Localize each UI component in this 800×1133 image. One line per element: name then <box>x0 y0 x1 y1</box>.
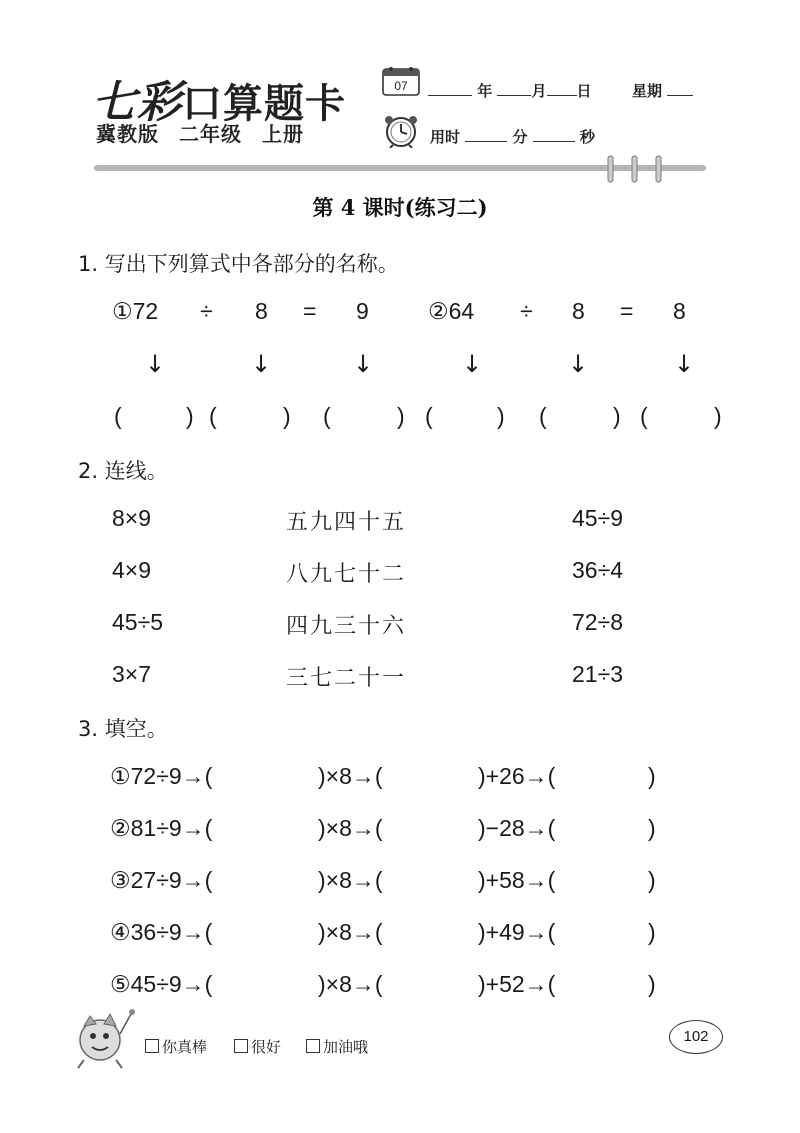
q3-row-end: ) <box>648 867 656 893</box>
q3-row-start: ④36÷9→( <box>110 919 213 945</box>
q1-eq2-quotient: 8 <box>673 298 686 324</box>
q3-row-op: )+58→( <box>478 867 556 893</box>
q2-right-item[interactable]: 36÷4 <box>572 557 623 583</box>
q1-eq1-op: ÷ <box>200 298 213 324</box>
day-blank[interactable] <box>547 81 577 96</box>
month-blank[interactable] <box>497 81 531 96</box>
eval-option-great[interactable] <box>145 1036 207 1057</box>
q3-row-start: ⑤45÷9→( <box>110 971 213 997</box>
q2-middle-item[interactable]: 五九四十五 <box>286 510 407 535</box>
edition-publisher: 冀教版 <box>96 122 159 146</box>
q2-middle-item[interactable]: 八九七十二 <box>286 562 407 587</box>
answer-paren-open: ( <box>209 403 217 429</box>
q2-left-item[interactable]: 45÷5 <box>112 609 163 635</box>
year-blank[interactable] <box>428 81 472 96</box>
q2-left-item[interactable]: 4×9 <box>112 557 152 583</box>
q1-eq2-divisor: 8 <box>572 298 585 324</box>
calendar-day: 07 <box>394 79 408 93</box>
q3-row-mid: )×8→( <box>318 815 383 841</box>
seconds-label: 秒 <box>579 128 595 146</box>
q3-row-mid: )×8→( <box>318 763 383 789</box>
calendar-icon <box>382 66 420 96</box>
q2-right-item[interactable]: 45÷9 <box>572 505 623 531</box>
answer-paren-close: ) <box>613 403 621 429</box>
q3-row-start: ③27÷9→( <box>110 867 213 893</box>
q2-middle-item[interactable]: 四九三十六 <box>286 614 407 639</box>
time-line <box>430 126 595 147</box>
q1-title: 1. 写出下列算式中各部分的名称。 <box>78 252 399 276</box>
lesson-title: 第 4 课时(练习二) <box>312 195 488 220</box>
q3-row-op: )+49→( <box>478 919 556 945</box>
checkbox-icon[interactable] <box>234 1039 248 1053</box>
minutes-label: 分 <box>512 128 528 146</box>
q1-eq2-dividend: ②64 <box>428 298 475 324</box>
q3-row-start: ②81÷9→( <box>110 815 213 841</box>
edition-volume: 上册 <box>262 122 304 146</box>
answer-paren-close: ) <box>397 403 405 429</box>
answer-paren-open: ( <box>539 403 547 429</box>
eval-option-good[interactable] <box>234 1036 281 1057</box>
mascot-icon <box>70 1004 140 1070</box>
answer-paren-open: ( <box>323 403 331 429</box>
date-line <box>428 80 693 101</box>
q3-row-mid: )×8→( <box>318 971 383 997</box>
answer-paren-close: ) <box>186 403 194 429</box>
brand-kousuan: 口算题卡 <box>182 80 346 127</box>
checkbox-icon[interactable] <box>145 1039 159 1053</box>
checkbox-icon[interactable] <box>306 1039 320 1053</box>
eval-label: 你真棒 <box>162 1038 208 1056</box>
q1-eq1-dividend: ①72 <box>112 298 159 324</box>
q3-row-op: )−28→( <box>478 815 556 841</box>
q2-right-item[interactable]: 21÷3 <box>572 661 623 687</box>
arrow-down-icon: ↓ <box>568 350 589 378</box>
q3-row-end: ) <box>648 971 656 997</box>
q3-row-start: ①72÷9→( <box>110 763 213 789</box>
time-used-label: 用时 <box>430 128 461 146</box>
minutes-blank[interactable] <box>465 127 507 142</box>
q1-eq1-divisor: 8 <box>255 298 268 324</box>
q2-middle-item[interactable]: 三七二十一 <box>286 666 407 691</box>
q2-left-item[interactable]: 3×7 <box>112 661 152 687</box>
edition-info <box>96 118 324 147</box>
arrow-down-icon: ↓ <box>674 350 695 378</box>
seconds-blank[interactable] <box>533 127 575 142</box>
answer-paren-close: ) <box>497 403 505 429</box>
eval-option-keep-going[interactable] <box>306 1036 368 1057</box>
q3-row-mid: )×8→( <box>318 867 383 893</box>
q3-title: 3. 填空。 <box>78 717 168 741</box>
q1-eq1-quotient: 9 <box>356 298 369 324</box>
binder-rings-icon <box>600 154 670 184</box>
weekday-label: 星期 <box>631 82 662 100</box>
q2-title: 2. 连线。 <box>78 459 168 483</box>
q3-row-end: ) <box>648 815 656 841</box>
eval-label: 很好 <box>251 1038 282 1056</box>
q3-row-mid: )×8→( <box>318 919 383 945</box>
q3-row-end: ) <box>648 919 656 945</box>
q3-row-op: )+52→( <box>478 971 556 997</box>
brand-qicai: 七彩 <box>92 77 182 128</box>
day-label: 日 <box>576 82 592 100</box>
q1-eq2-equals: = <box>620 298 634 324</box>
answer-paren-close: ) <box>714 403 722 429</box>
page-number: 102 <box>669 1020 723 1054</box>
q2-left-item[interactable]: 8×9 <box>112 505 152 531</box>
eval-label: 加油哦 <box>323 1038 369 1056</box>
alarm-clock-icon <box>381 114 421 148</box>
weekday-blank[interactable] <box>667 81 693 96</box>
arrow-down-icon: ↓ <box>145 350 166 378</box>
arrow-down-icon: ↓ <box>462 350 483 378</box>
answer-paren-open: ( <box>640 403 648 429</box>
month-label: 月 <box>531 82 547 100</box>
q3-row-end: ) <box>648 763 656 789</box>
arrow-down-icon: ↓ <box>353 350 374 378</box>
answer-paren-open: ( <box>114 403 122 429</box>
year-label: 年 <box>477 82 493 100</box>
q1-eq2-op: ÷ <box>520 298 533 324</box>
answer-paren-open: ( <box>425 403 433 429</box>
q1-eq1-equals: = <box>303 298 317 324</box>
arrow-down-icon: ↓ <box>251 350 272 378</box>
edition-grade: 二年级 <box>179 122 242 146</box>
q3-row-op: )+26→( <box>478 763 556 789</box>
q2-right-item[interactable]: 72÷8 <box>572 609 623 635</box>
answer-paren-close: ) <box>283 403 291 429</box>
